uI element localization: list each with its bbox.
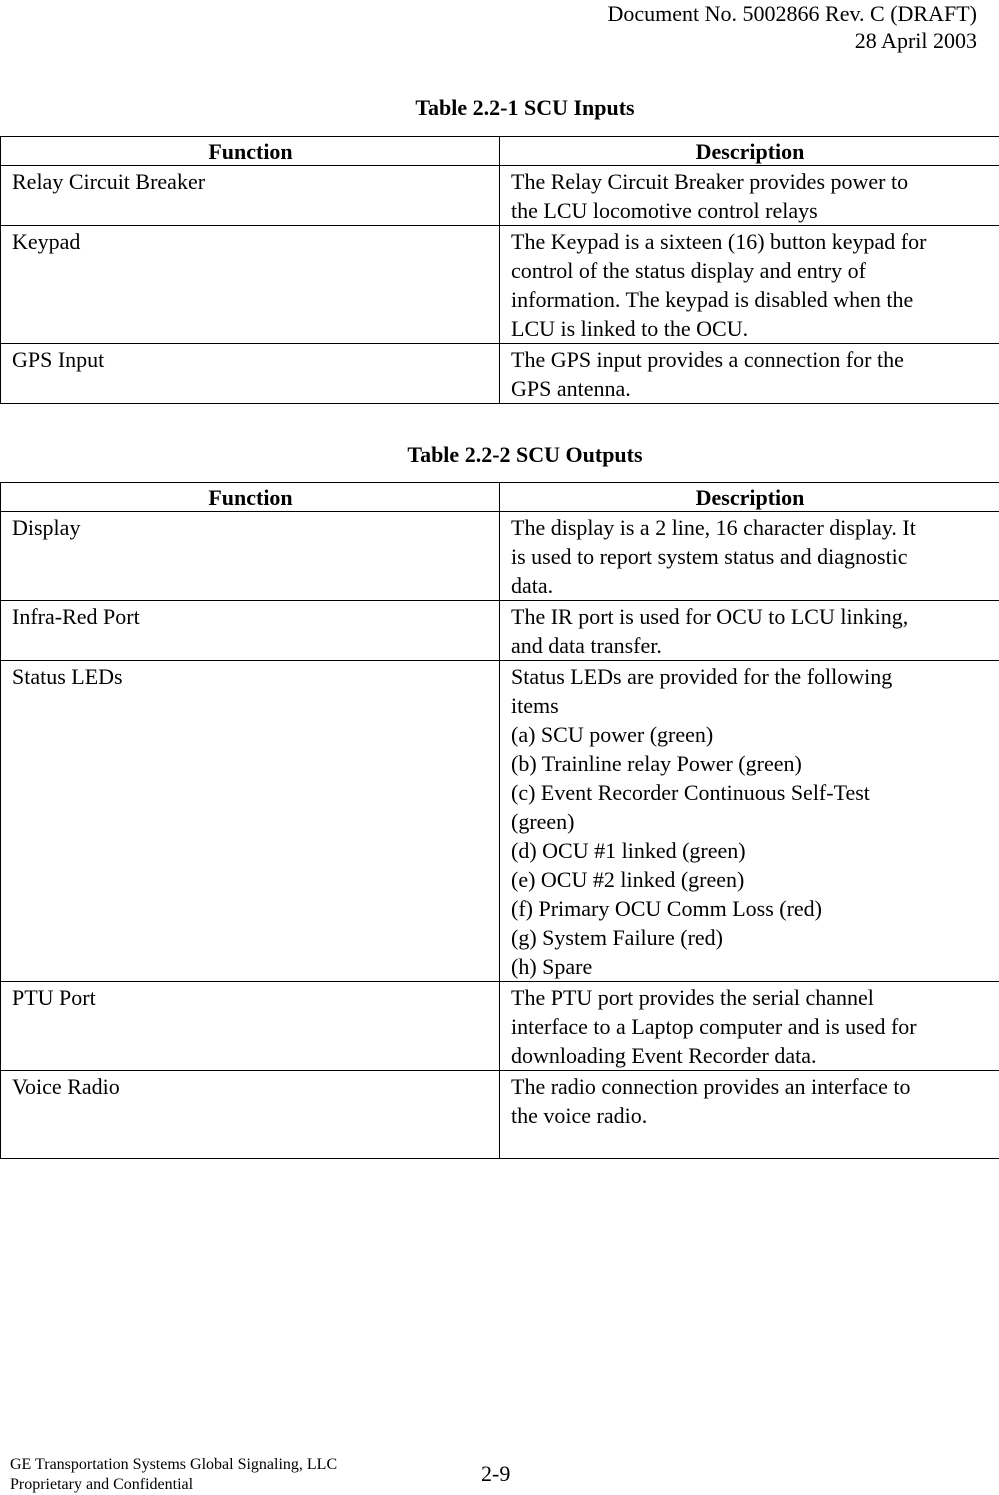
description-line: The GPS input provides a connection for the (511, 345, 989, 374)
description-cell (500, 1071, 999, 1159)
description-line: (h) Spare (511, 952, 989, 981)
column-header-description: Description (500, 137, 999, 166)
description-cell (500, 166, 999, 226)
description-cell (500, 226, 999, 344)
description-cell (500, 344, 999, 404)
table-header-row (1, 483, 999, 512)
function-cell: Voice Radio (1, 1071, 500, 1159)
description-line: The Relay Circuit Breaker provides power to (511, 167, 989, 196)
description-line: Status LEDs are provided for the following (511, 662, 989, 691)
description-line: The radio connection provides an interface to (511, 1072, 989, 1101)
description-line: (b) Trainline relay Power (green) (511, 749, 989, 778)
description-line: (e) OCU #2 linked (green) (511, 865, 989, 894)
description-line: (a) SCU power (green) (511, 720, 989, 749)
description-line: interface to a Laptop computer and is used for (511, 1012, 989, 1041)
table-row (1, 344, 999, 404)
function-cell: PTU Port (1, 982, 500, 1071)
function-cell: GPS Input (1, 344, 500, 404)
description-line: data. (511, 571, 989, 600)
description-cell (500, 601, 999, 661)
inputs-table (0, 136, 999, 404)
description-line: (c) Event Recorder Continuous Self-Test (511, 778, 989, 807)
description-line: information. The keypad is disabled when the (511, 285, 989, 314)
description-line: The IR port is used for OCU to LCU linking, (511, 602, 989, 631)
description-cell (500, 661, 999, 982)
table-row (1, 982, 999, 1071)
description-line: The Keypad is a sixteen (16) button keypad for (511, 227, 989, 256)
description-cell (500, 982, 999, 1071)
function-cell: Keypad (1, 226, 500, 344)
page-number: 2-9 (481, 1461, 510, 1487)
footer-company-block (10, 1455, 337, 1495)
description-line: (f) Primary OCU Comm Loss (red) (511, 894, 989, 923)
function-cell: Status LEDs (1, 661, 500, 982)
table-header-row (1, 137, 999, 166)
description-line: (g) System Failure (red) (511, 923, 989, 952)
description-line: items (511, 691, 989, 720)
table-row (1, 601, 999, 661)
description-line: control of the status display and entry of (511, 256, 989, 285)
description-line: The PTU port provides the serial channel (511, 983, 989, 1012)
table-row (1, 226, 999, 344)
inputs-table-title: Table 2.2-1 SCU Inputs (0, 95, 999, 121)
document-number: Document No. 5002866 Rev. C (DRAFT) (608, 0, 978, 27)
description-line: downloading Event Recorder data. (511, 1041, 989, 1070)
description-line: The display is a 2 line, 16 character display. It (511, 513, 989, 542)
column-header-description: Description (500, 483, 999, 512)
outputs-table-title: Table 2.2-2 SCU Outputs (0, 442, 999, 468)
description-line: (green) (511, 807, 989, 836)
table-row (1, 166, 999, 226)
column-header-function: Function (1, 137, 500, 166)
outputs-table (0, 482, 999, 1159)
description-line: the voice radio. (511, 1101, 989, 1130)
document-header (608, 0, 978, 54)
description-line: the LCU locomotive control relays (511, 196, 989, 225)
footer-company: GE Transportation Systems Global Signaling, LLC (10, 1455, 337, 1475)
description-cell (500, 512, 999, 601)
description-line: is used to report system status and diagnostic (511, 542, 989, 571)
description-line: GPS antenna. (511, 374, 989, 403)
function-cell: Infra-Red Port (1, 601, 500, 661)
table-row (1, 512, 999, 601)
description-line: (d) OCU #1 linked (green) (511, 836, 989, 865)
column-header-function: Function (1, 483, 500, 512)
function-cell: Display (1, 512, 500, 601)
description-line: LCU is linked to the OCU. (511, 314, 989, 343)
table-row (1, 1071, 999, 1159)
document-date: 28 April 2003 (608, 27, 978, 54)
footer-confidentiality: Proprietary and Confidential (10, 1475, 337, 1495)
table-row (1, 661, 999, 982)
description-line: and data transfer. (511, 631, 989, 660)
function-cell: Relay Circuit Breaker (1, 166, 500, 226)
